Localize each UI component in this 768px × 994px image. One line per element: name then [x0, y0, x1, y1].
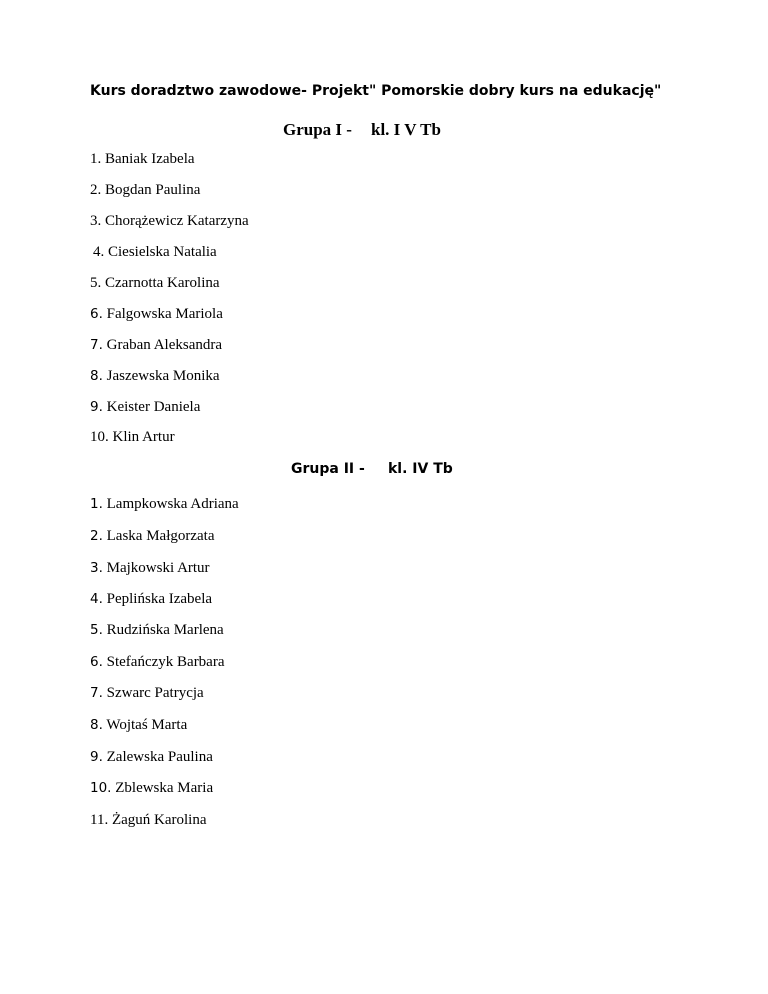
- list-item: 1. Baniak Izabela: [90, 151, 195, 167]
- list-item: 2. Bogdan Paulina: [90, 182, 201, 198]
- document-title: Kurs doradztwo zawodowe- Projekt" Pomorskie dobry kurs na edukację": [90, 83, 662, 99]
- list-item: 5. Czarnotta Karolina: [90, 275, 220, 291]
- list-item: 5. Rudzińska Marlena: [90, 622, 224, 638]
- list-item: 8. Wojtaś Marta: [90, 717, 188, 733]
- list-item: 11. Żaguń Karolina: [90, 812, 207, 828]
- list-item: 6. Falgowska Mariola: [90, 306, 223, 322]
- list-item: 9. Keister Daniela: [90, 399, 201, 415]
- list-item: 7. Szwarc Patrycja: [90, 685, 204, 701]
- list-item: 7. Graban Aleksandra: [90, 337, 223, 353]
- list-item: 6. Stefańczyk Barbara: [90, 654, 225, 670]
- list-item: 9. Zalewska Paulina: [90, 749, 213, 765]
- list-item: 10. Zblewska Maria: [90, 780, 214, 796]
- group2-label: Grupa II -: [291, 461, 365, 477]
- group1-class-label: kl. I V Tb: [371, 120, 441, 139]
- list-item: 2. Laska Małgorzata: [90, 528, 215, 544]
- list-item: 3. Majkowski Artur: [90, 560, 210, 576]
- list-item: 4. Peplińska Izabela: [90, 591, 213, 607]
- list-item: 4. Ciesielska Natalia: [93, 244, 217, 260]
- list-item: 8. Jaszewska Monika: [90, 368, 220, 384]
- list-item: 3. Chorążewicz Katarzyna: [90, 213, 249, 229]
- list-item: 10. Klin Artur: [90, 429, 175, 445]
- group2-class-label: kl. IV Tb: [388, 461, 453, 477]
- list-item: 1. Lampkowska Adriana: [90, 496, 239, 512]
- group1-label: Grupa I -: [283, 120, 352, 139]
